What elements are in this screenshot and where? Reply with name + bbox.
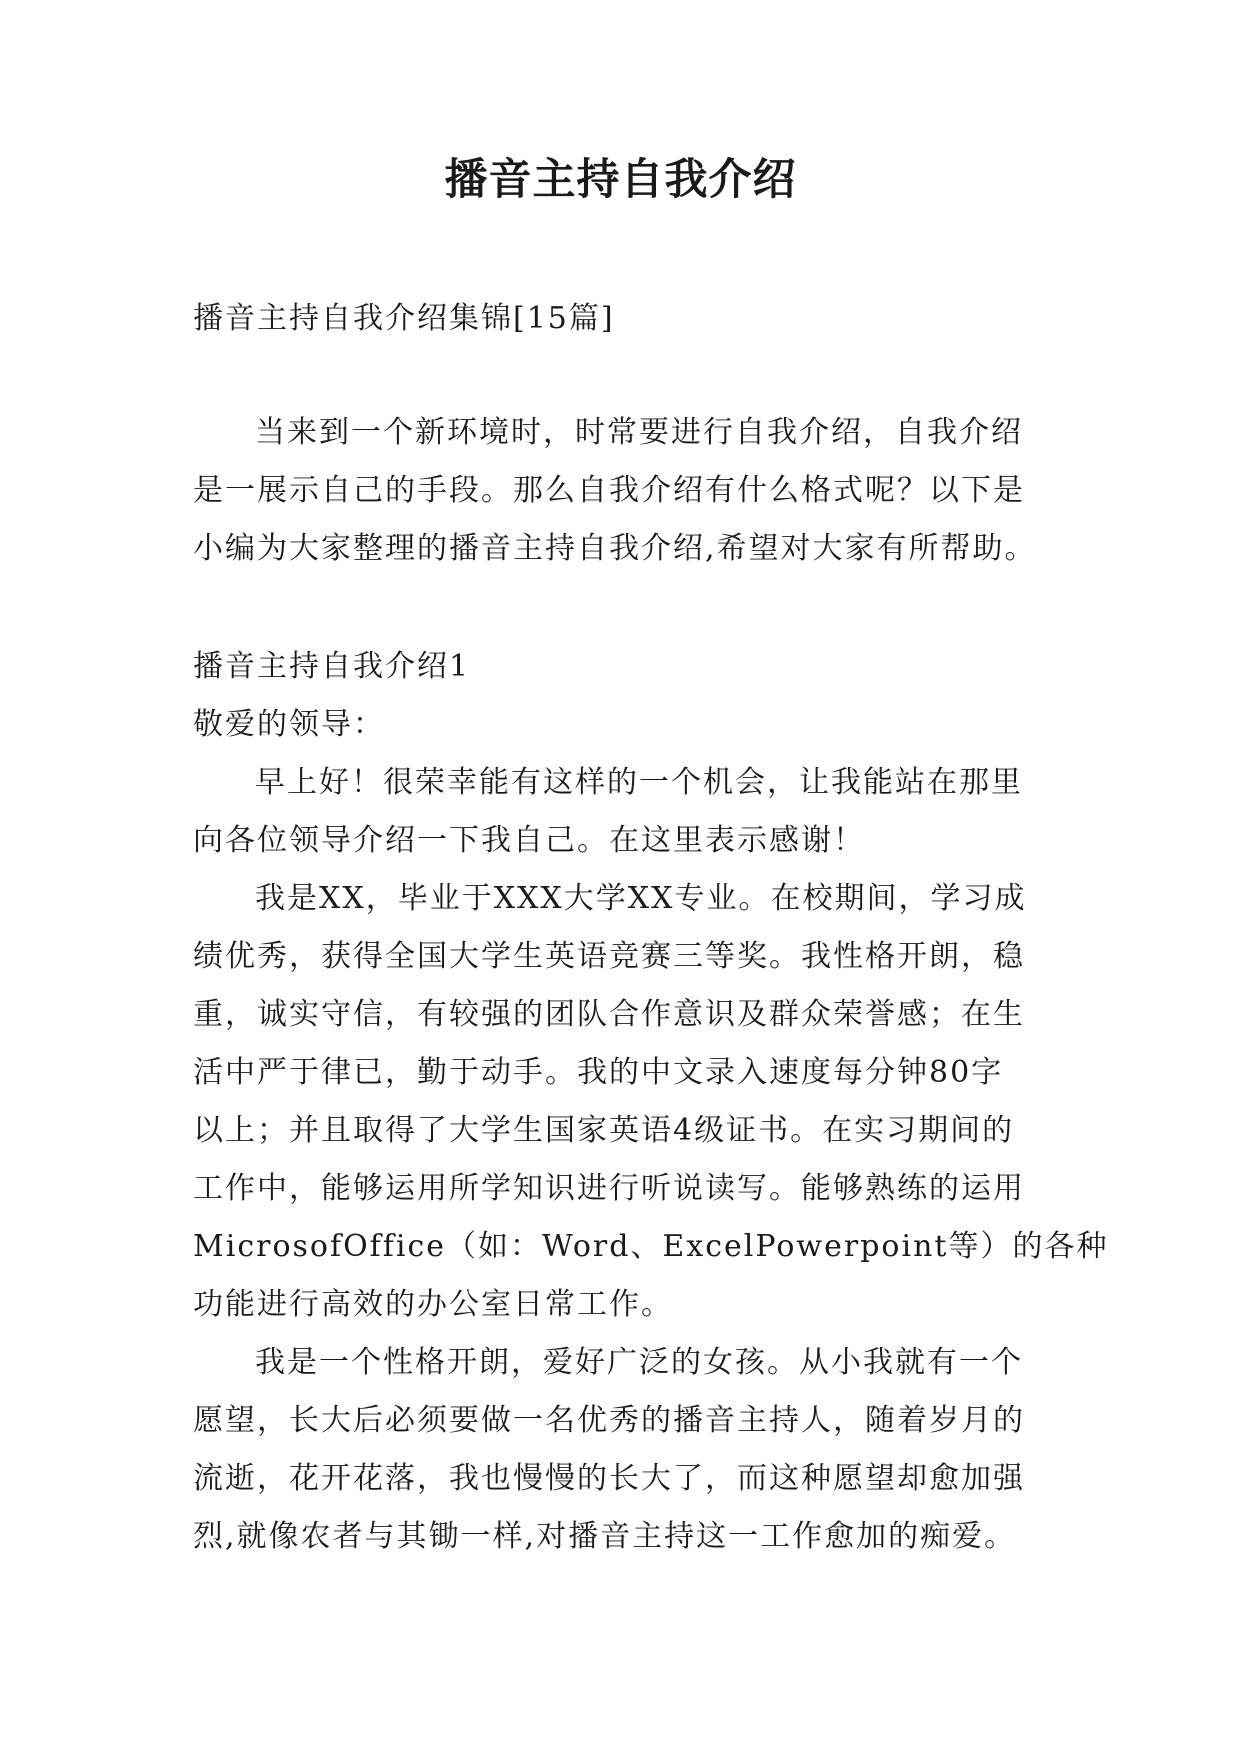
- document-title: 播音主持自我介绍: [444, 155, 797, 205]
- paragraph-line: 早上好！很荣幸能有这样的一个机会，让我能站在那里: [255, 765, 1023, 800]
- subtitle-line: 播音主持自我介绍集锦[15篇]: [193, 301, 615, 336]
- salutation: 敬爱的领导：: [193, 707, 385, 742]
- paragraph-line: 向各位领导介绍一下我自己。在这里表示感谢！: [193, 823, 865, 858]
- paragraph-line: 工作中，能够运用所学知识进行听说读写。能够熟练的运用: [193, 1171, 1025, 1206]
- paragraph-line: 我是一个性格开朗，爱好广泛的女孩。从小我就有一个: [255, 1345, 1023, 1380]
- section-1: [193, 638, 1109, 1566]
- paragraph-greeting: [193, 754, 1063, 870]
- paragraph-line: 烈,就像农者与其锄一样,对播音主持这一工作愈加的痴爱。: [193, 1519, 1017, 1554]
- intro-line: 小编为大家整理的播音主持自我介绍,希望对大家有所帮助。: [193, 531, 1037, 566]
- paragraph-line: 活中严于律已，勤于动手。我的中文录入速度每分钟80字: [193, 1055, 1004, 1090]
- document-subtitle: [193, 290, 1063, 348]
- paragraph-line: 绩优秀，获得全国大学生英语竞赛三等奖。我性格开朗，稳: [193, 939, 1025, 974]
- paragraph-line: 以上；并且取得了大学生国家英语4级证书。在实习期间的: [193, 1113, 1015, 1148]
- paragraph-line: 重，诚实守信，有较强的团队合作意识及群众荣誉感；在生: [193, 997, 1025, 1032]
- paragraph-line: 流逝，花开花落，我也慢慢的长大了，而这种愿望却愈加强: [193, 1461, 1025, 1496]
- paragraph-background: [193, 870, 1109, 1334]
- paragraph-line: 愿望，长大后必须要做一名优秀的播音主持人，随着岁月的: [193, 1403, 1025, 1438]
- paragraph-line: MicrosofOffice（如：Word、ExcelPowerpoint等）的各种: [193, 1229, 1109, 1264]
- paragraph-line: 功能进行高效的办公室日常工作。: [193, 1287, 673, 1322]
- intro-line: 当来到一个新环境时，时常要进行自我介绍，自我介绍: [255, 415, 1023, 450]
- intro-paragraph: [193, 404, 1063, 578]
- intro-line: 是一展示自己的手段。那么自我介绍有什么格式呢？以下是: [193, 473, 1025, 508]
- paragraph-line: 我是XX，毕业于XXX大学XX专业。在校期间，学习成: [255, 881, 1027, 916]
- paragraph-aspiration: [193, 1334, 1063, 1566]
- section-heading: 播音主持自我介绍1: [193, 649, 471, 684]
